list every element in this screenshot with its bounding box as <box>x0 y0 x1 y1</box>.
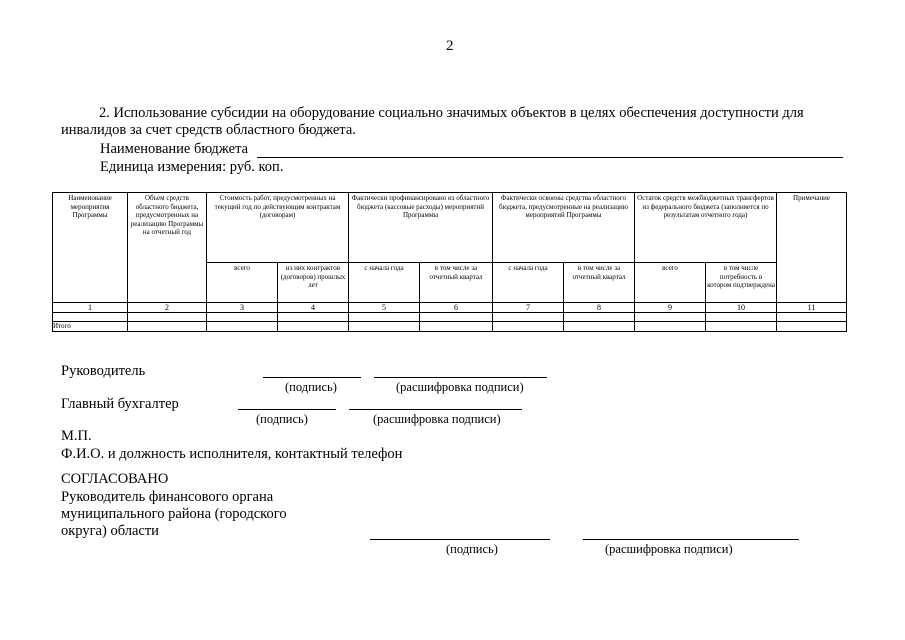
column-number: 11 <box>777 303 847 313</box>
header-col-3-4: Стоимость работ, предусмотренных на текущий год по действующим контрактам (договорам) <box>207 193 349 263</box>
unit-label: Единица измерения: руб. коп. <box>100 159 284 175</box>
table-cell[interactable] <box>706 313 777 322</box>
table-cell[interactable] <box>564 313 635 322</box>
table-cell[interactable] <box>278 313 349 322</box>
header-col-5-6: Фактически профинансировано из областного бюджета (кассовые расходы) мероприятий Программы <box>349 193 493 263</box>
accountant-decoding-line[interactable] <box>349 409 522 410</box>
column-number: 2 <box>128 303 207 313</box>
finance-head-line-2: муниципального района (городского <box>61 506 287 522</box>
column-number: 9 <box>635 303 706 313</box>
table-cell[interactable] <box>635 313 706 322</box>
chief-accountant-label: Главный бухгалтер <box>61 396 179 412</box>
header-col-7-8: Фактически освоены средства областного бюджета, предусмотренные на реализацию мероприятий Программы <box>493 193 635 263</box>
column-number: 3 <box>207 303 278 313</box>
column-number: 7 <box>493 303 564 313</box>
subheader-col-9: всего <box>635 263 706 303</box>
table-row <box>53 313 847 322</box>
section-heading: 2. Использование субсидии на оборудование социально значимых объектов в целях обеспечения доступности для инвалидов за счет средств областного бюджета. <box>61 105 804 138</box>
header-col-11: Примечание <box>777 193 847 303</box>
accountant-signature-line[interactable] <box>238 409 336 410</box>
head-signature-caption: (подпись) <box>285 380 337 394</box>
column-number: 4 <box>278 303 349 313</box>
table-cell[interactable] <box>420 322 493 332</box>
table-cell[interactable] <box>128 322 207 332</box>
table-cell[interactable] <box>493 322 564 332</box>
accountant-signature-caption: (подпись) <box>256 412 308 426</box>
head-label: Руководитель <box>61 363 146 379</box>
subheader-col-5: с начала года <box>349 263 420 303</box>
column-number: 8 <box>564 303 635 313</box>
column-number: 1 <box>53 303 128 313</box>
report-table <box>52 192 847 332</box>
subheader-col-4: из них контрактов (договоров) прошлых лет <box>278 263 349 303</box>
executor-label: Ф.И.О. и должность исполнителя, контактный телефон <box>61 446 403 462</box>
header-col-9-10: Остаток средств межбюджетных трансфертов из федерального бюджета (заполняется по результатам отчетного года) <box>635 193 777 263</box>
header-col-1: Наименование мероприятия Программы <box>53 193 128 303</box>
head-signature-line[interactable] <box>263 377 361 378</box>
table-cell[interactable] <box>777 313 847 322</box>
column-number-row <box>53 303 847 313</box>
total-label: Итого <box>53 322 128 332</box>
budget-name-field[interactable] <box>257 157 843 158</box>
head-decoding-line[interactable] <box>374 377 547 378</box>
finance-signature-line[interactable] <box>370 539 550 540</box>
table-cell[interactable] <box>493 313 564 322</box>
table-cell[interactable] <box>564 322 635 332</box>
finance-signature-caption: (подпись) <box>446 542 498 556</box>
subheader-col-8: в том числе за отчетный квартал <box>564 263 635 303</box>
agreed-label: СОГЛАСОВАНО <box>61 471 169 487</box>
header-col-2: Объем средств областного бюджета, предусмотренных на реализацию Программы на отчетный год <box>128 193 207 303</box>
accountant-decoding-caption: (расшифровка подписи) <box>373 412 501 426</box>
table-cell[interactable] <box>635 322 706 332</box>
budget-name-label: Наименование бюджета <box>100 141 249 157</box>
table-cell[interactable] <box>420 313 493 322</box>
table-cell[interactable] <box>349 313 420 322</box>
subheader-col-7: с начала года <box>493 263 564 303</box>
column-number: 10 <box>706 303 777 313</box>
finance-decoding-line[interactable] <box>583 539 799 540</box>
table-cell[interactable] <box>207 322 278 332</box>
table-cell[interactable] <box>349 322 420 332</box>
head-decoding-caption: (расшифровка подписи) <box>396 380 524 394</box>
page-number: 2 <box>446 38 454 54</box>
finance-head-line-3: округа) области <box>61 523 159 539</box>
finance-decoding-caption: (расшифровка подписи) <box>605 542 733 556</box>
table-cell[interactable] <box>777 322 847 332</box>
table-cell[interactable] <box>128 313 207 322</box>
subheader-col-10: в том числе потребность в котором подтверждена <box>706 263 777 303</box>
table-cell[interactable] <box>207 313 278 322</box>
subheader-col-3: всего <box>207 263 278 303</box>
column-number: 5 <box>349 303 420 313</box>
table-cell[interactable] <box>53 313 128 322</box>
stamp-label: М.П. <box>61 428 92 444</box>
total-row <box>53 322 847 332</box>
subheader-col-6: в том числе за отчетный квартал <box>420 263 493 303</box>
table-cell[interactable] <box>706 322 777 332</box>
table-cell[interactable] <box>278 322 349 332</box>
finance-head-line-1: Руководитель финансового органа <box>61 489 274 505</box>
column-number: 6 <box>420 303 493 313</box>
